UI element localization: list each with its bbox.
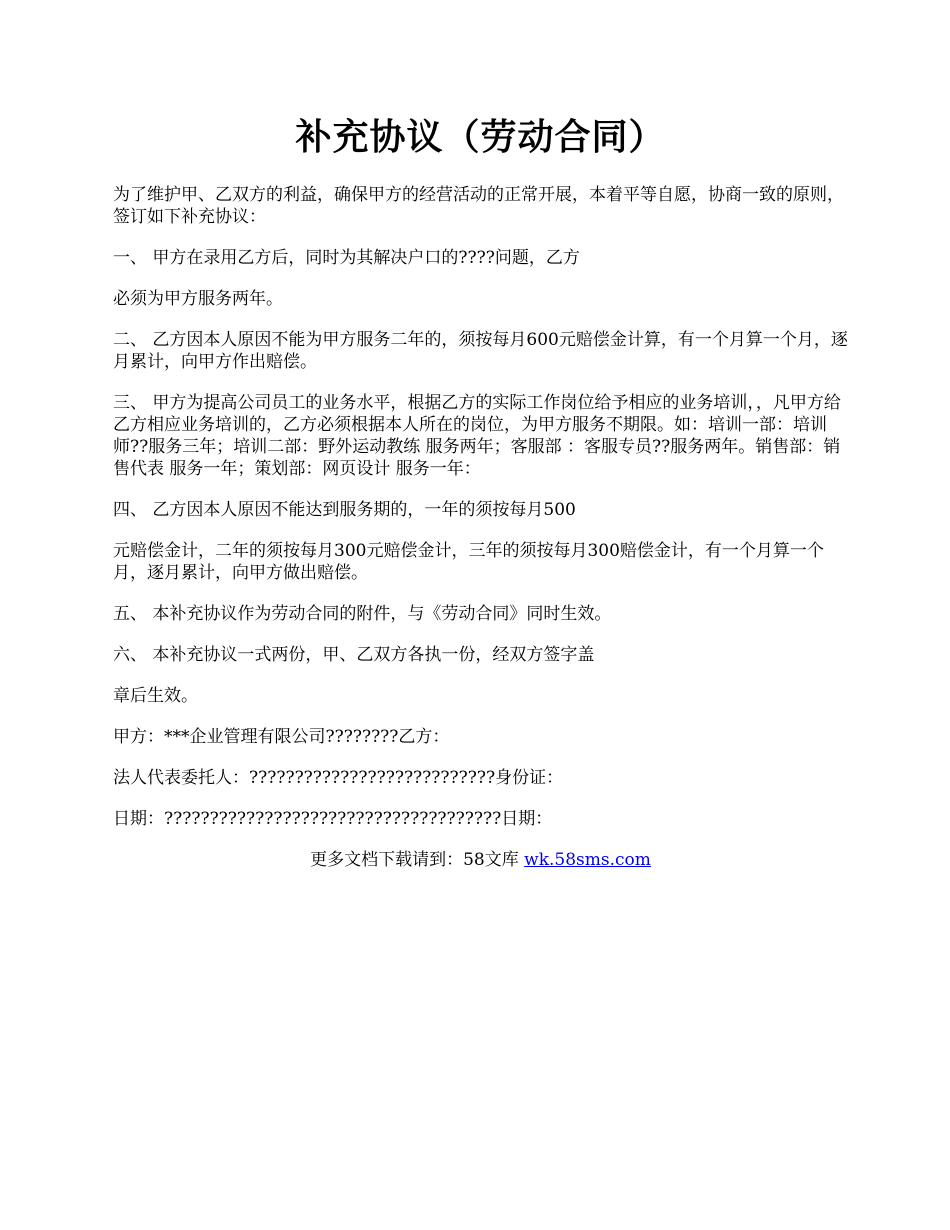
clause-3-paragraph: 三、 甲方为提高公司员工的业务水平，根据乙方的实际工作岗位给予相应的业务培训，，凡甲方给乙方相应业务培训的，乙方必须根据本人所在的岗位，为甲方服务不期限。如：培训一部：培训师??服务三年；培训二部：野外运动教练 服务两年；客服部 ：客服专员??服务两年。销售部：销售代表 服务一年；策划部：网页设计 服务一年： <box>113 393 841 479</box>
date-line: 日期：?????????????????????????????????????日期： <box>113 809 553 829</box>
clause-2-paragraph: 二、 乙方因本人原因不能为甲方服务二年的，须按每月600元赔偿金计算，有一个月算一个月，逐月累计，向甲方作出赔偿。 <box>113 330 848 372</box>
clause-6-paragraph: 六、 本补充协议一式两份，甲、乙双方各执一份，经双方签字盖 <box>113 645 595 665</box>
document-body <box>113 112 848 890</box>
clause-4-continuation: 元赔偿金计，二年的须按每月300元赔偿金计，三年的须按每月300赔偿金计，有一个月算一个月，逐月累计，向甲方做出赔偿。 <box>113 541 824 583</box>
footer-text: 更多文档下载请到：58文库 <box>310 850 525 870</box>
clause-1-continuation: 必须为甲方服务两年。 <box>113 289 283 309</box>
representative-line: 法人代表委托人：???????????????????????????身份证： <box>113 768 564 788</box>
clause-6-continuation: 章后生效。 <box>113 686 198 706</box>
preamble-paragraph: 为了维护甲、乙双方的利益，确保甲方的经营活动的正常开展，本着平等自愿，协商一致的原则，签订如下补充协议： <box>113 185 844 227</box>
footer-line <box>113 849 848 871</box>
clause-4-paragraph: 四、 乙方因本人原因不能达到服务期的，一年的须按每月500 <box>113 500 576 520</box>
party-line: 甲方：***企业管理有限公司????????乙方： <box>113 727 450 747</box>
document-title: 补充协议（劳动合同） <box>295 116 666 158</box>
clause-1-paragraph: 一、 甲方在录用乙方后，同时为其解决户口的????问题，乙方 <box>113 248 580 268</box>
clause-5-paragraph: 五、 本补充协议作为劳动合同的附件，与《劳动合同》同时生效。 <box>113 604 612 624</box>
footer-link[interactable]: wk.58sms.com <box>524 850 651 870</box>
